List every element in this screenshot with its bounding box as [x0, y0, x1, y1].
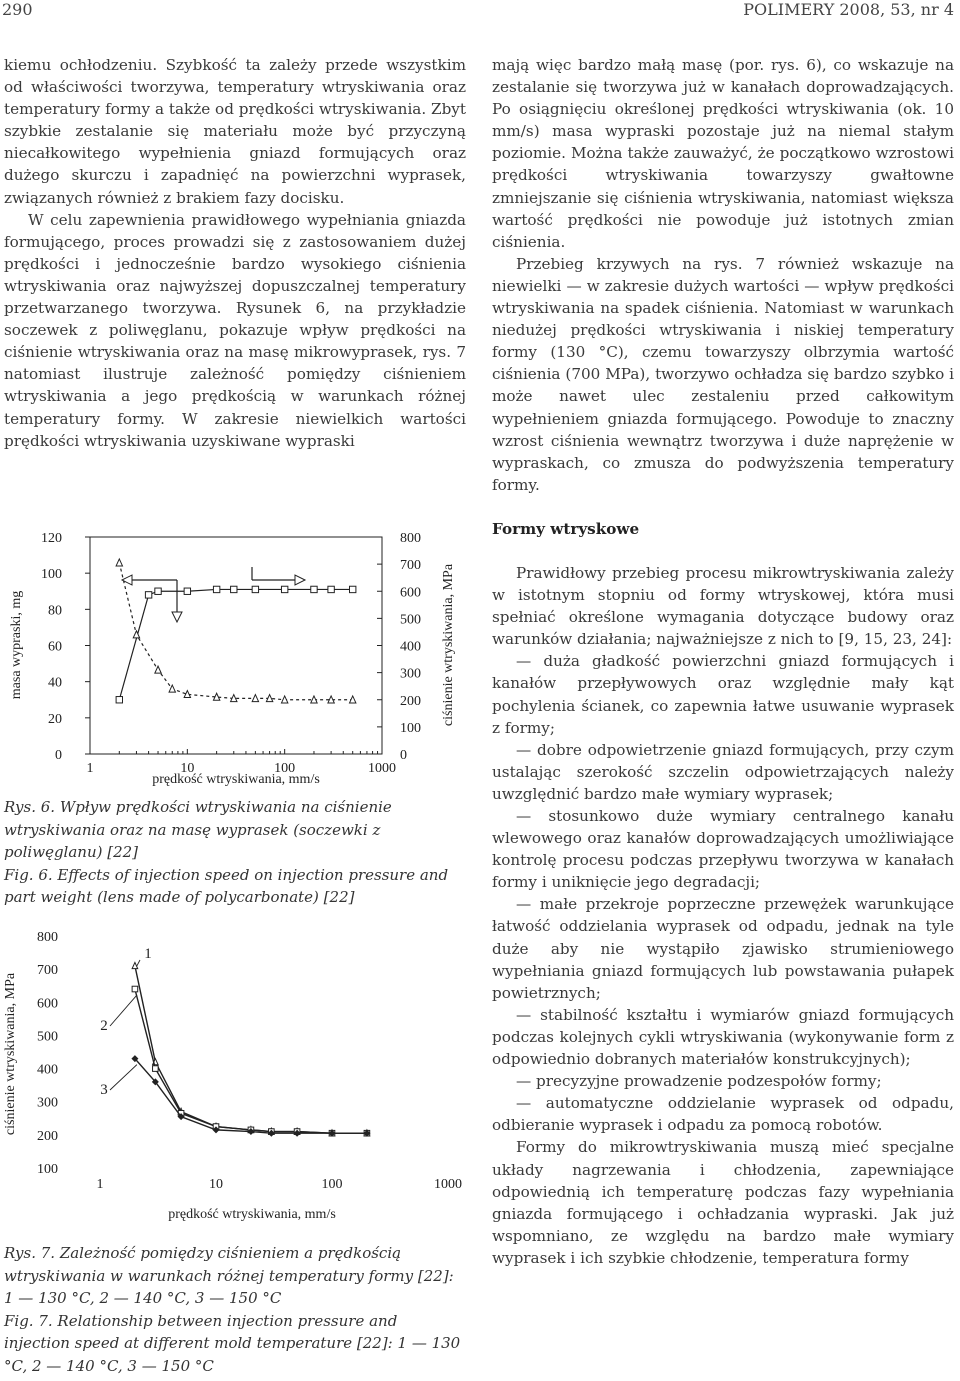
fig6-y-tick-label: 80 [48, 603, 62, 619]
fig6-data-point [328, 586, 334, 592]
fig6-x-tick-label: 10 [180, 761, 195, 776]
page-header [0, 0, 960, 20]
fig7-x-axis-label: prędkość wtryskiwania, mm/s [168, 1207, 336, 1222]
fig6-data-point [184, 588, 190, 594]
fig6-y-tick-label: 60 [48, 639, 62, 655]
fig7-x-tick-label: 10 [209, 1177, 223, 1192]
fig6-y-right-tick-label: 600 [400, 585, 421, 601]
figure-6-chart [0, 525, 466, 793]
fig7-y-tick-label: 500 [37, 1029, 58, 1045]
fig7-series-line [135, 1059, 367, 1134]
fig7-data-point [153, 1066, 159, 1072]
fig7-series-label: 1 [144, 946, 152, 962]
fig6-y-right-tick-label: 200 [400, 693, 421, 709]
fig6-y-right-tick-label: 800 [400, 531, 421, 546]
page-number: 290 [2, 0, 33, 19]
fig7-y-tick-label: 800 [37, 930, 58, 945]
paragraph: Formy do mikrowtryskiwania muszą mieć specjalne układy nagrzewania i chłodzenia, zapewniające odpowiednią ich temperaturę podczas fazy wypełniania gniazda formującego i ochładzania wypraski. Jak już wspomniano, ze względu na bardzo małe wymiary wyprasek i ich szybkie chłodzenie, temperatura formy [492, 1138, 954, 1267]
fig7-x-tick-label: 1000 [434, 1177, 462, 1192]
fig7-y-tick-label: 400 [37, 1062, 58, 1078]
fig7-series-label: 2 [100, 1018, 108, 1034]
fig6-x-axis-label: prędkość wtryskiwania, mm/s [152, 772, 320, 787]
fig7-data-point [132, 986, 138, 992]
fig6-data-point [311, 586, 317, 592]
fig6-series-line [119, 563, 352, 700]
fig7-series-line [135, 989, 367, 1133]
paragraph: W celu zapewnienia prawidłowego wypełniania gniazda formującego, proces prowadzi się z zastosowaniem dużej prędkości i jednocześnie bardzo wysokiego ciśnienia wtryskiwania oraz najwyższej dopuszczalnej temperatury przetwarzanego tworzywa. Rysunek 6, na przykładzie soczewek z poliwęglanu, pokazuje wpływ prędkości na ciśnienie wtryskiwania oraz na masę mikrowyprasek, rys. 7 natomiast ilustruje zależność pomiędzy ciśnieniem wtryskiwania a jego prędkością w warunkach różnej temperatury formy. W zakresie niewielkich wartości prędkości wtryskiwania uzyskiwane wypraski [4, 210, 466, 450]
fig6-plot-frame [90, 537, 382, 754]
fig6-data-point [116, 559, 122, 566]
fig6-y-axis-right-label: ciśnienie wtryskiwania, MPa [441, 563, 456, 727]
list-item: — stabilność kształtu i wymiarów gniazd formujących podczas kolejnych cykli wtryskiwania (wykonywanie form z odpowiednio dobranych materiałów konstrukcyjnych); [492, 1005, 954, 1069]
figure-7-caption-en: Fig. 7. Relationship between injection pressure and injection speed at different mold temperature [22]: 1 — 130 °C, 2 — 140 °C, 3 — 150 °C [4, 1311, 461, 1375]
fig6-data-point [281, 586, 287, 592]
figure-6-caption-en: Fig. 6. Effects of injection speed on injection pressure and part weight (lens made of polycarbonate) [22] [4, 865, 449, 906]
fig7-y-tick-label: 700 [37, 963, 58, 979]
fig6-data-point [252, 586, 258, 592]
figure-7-caption-pl: Rys. 7. Zależność pomiędzy ciśnieniem a prędkością wtryskiwania w warunkach różnej temperatury formy [22]: 1 — 130 °C, 2 — 140 °C, 3 — 150 °C [4, 1244, 454, 1307]
fig6-y-tick-label: 120 [41, 531, 62, 546]
fig6-y-right-tick-label: 700 [400, 558, 421, 574]
fig7-series-label: 3 [100, 1082, 108, 1098]
fig7-y-tick-label: 100 [37, 1162, 58, 1177]
list-item: — stosunkowo duże wymiary centralnego kanału wlewowego oraz kanałów doprowadzających umożliwiające kontrolę procesu podczas przepływu tworzywa w kanałach formy i uniknięcie jego degradacji; [492, 807, 954, 892]
list-item: — małe przekroje poprzeczne przewężek warunkujące łatwość oddzielania wyprasek od odpadu, jednak na tyle duże aby nie wystąpiło zjawisko strumieniowego wypełniania gniazd formujących lub powstawania pułapek powietrznych; [492, 895, 954, 1002]
fig6-data-point [116, 697, 122, 703]
journal-title: POLIMERY 2008, 53, nr 4 [743, 0, 954, 19]
fig7-label-leader [137, 960, 140, 966]
fig6-y-axis-label: masa wypraski, mg [9, 590, 24, 700]
fig6-y-right-tick-label: 100 [400, 720, 421, 736]
fig7-y-axis-label: ciśnienie wtryskiwania, MPa [3, 972, 18, 1136]
list-item: — automatyczne oddzielanie wyprasek od odpadu, odbieranie wyprasek i odpadu za pomocą robotów. [492, 1094, 954, 1135]
fig6-data-point [155, 666, 161, 673]
figure-7-chart [0, 922, 470, 1224]
fig7-y-tick-label: 600 [37, 996, 58, 1012]
fig6-data-point [231, 586, 237, 592]
paragraph: kiemu ochłodzeniu. Szybkość ta zależy przede wszystkim od właściwości tworzywa, temperatury wtryskiwania oraz temperatury formy a także od prędkości wtryskiwania. Zbyt szybkie zestalanie się materiału może być przyczyną niecałkowitego wypełnienia gniazd formujących oraz dużego skurczu i zapadnięć na powierzchni wyprasek, związanych również z brakiem fazy docisku. [4, 56, 466, 207]
fig6-y-tick-label: 20 [48, 711, 62, 727]
fig7-label-leader [110, 1065, 137, 1090]
fig6-y-tick-label: 40 [48, 675, 62, 691]
paragraph: Prawidłowy przebieg procesu mikrowtryskiwania zależy w istotnym stopniu od formy wtryskowej, która musi spełniać określone wymagania dotyczące budowy oraz warunków działania; najważniejsze z nich to [9, 15, 23, 24]: [492, 563, 954, 649]
fig6-x-tick-label: 1000 [368, 761, 396, 776]
fig7-series-line [135, 966, 367, 1133]
fig7-y-tick-label: 300 [37, 1095, 58, 1111]
fig6-y-right-tick-label: 400 [400, 639, 421, 655]
figure-6-caption-pl: Rys. 6. Wpływ prędkości wtryskiwania na ciśnienie wtryskiwania oraz na masę wyprasek (soczewki z poliwęglanu) [22] [4, 798, 392, 861]
fig6-arrow-right [252, 567, 305, 585]
paragraph: mają więc bardzo małą masę (por. rys. 6), co wskazuje na zestalanie się tworzywa już w kanałach doprowadzających. Po osiągnięciu określonej prędkości wtryskiwania (ok. 10 mm/s) masa wypraski pozostaje już na niemal stałym poziomie. Można także zauważyć, że początkowo wzrostowi prędkości wtryskiwania towarzyszy gwałtowne zmniejszanie się ciśnienia wtryskiwania, natomiast większa wartość prędkości nie powoduje już istotnych zmian ciśnienia. [492, 56, 954, 251]
fig6-data-point [349, 586, 355, 592]
fig6-data-point [145, 592, 151, 598]
left-column-text [4, 54, 466, 452]
fig6-x-tick-label: 1 [86, 761, 94, 776]
fig6-data-point [169, 685, 175, 692]
fig6-y-right-tick-label: 300 [400, 666, 421, 682]
fig6-y-tick-label: 100 [41, 567, 62, 583]
fig6-data-point [155, 588, 161, 594]
section-heading: Formy wtryskowe [492, 519, 640, 538]
paragraph: Przebieg krzywych na rys. 7 również wskazuje na niewielki — w zakresie dużych wartości — wpływ prędkości wtryskiwania na spadek ciśnienia. Natomiast w warunkach niedużej prędkości wtryskiwania i niskiej temperatury formy (130 °C), czemu towarzyszy olbrzymia wartość ciśnienia (700 MPa), tworzywo ochładza się bardzo szybko i może nawet ulec zestaleniu przed całkowitym wypełnieniem gniazda formującego. Powoduje to znaczny wzrost ciśnienia wewnątrz tworzywa i duże naprężenie w wypraskach, co zmusza do podwyższenia temperatury formy. [492, 254, 954, 494]
fig6-y-right-tick-label: 500 [400, 612, 421, 628]
fig6-series-line [119, 589, 352, 699]
fig6-y-right-tick-label: 0 [400, 748, 407, 763]
fig7-x-tick-label: 1 [96, 1177, 104, 1192]
fig6-x-tick-label: 100 [274, 761, 296, 776]
list-item: — duża gładkość powierzchni gniazd formujących i kanałów przepływowych oraz względnie mały kąt pochylenia ścianek, co zapewnia łatwe usuwanie wyprasek z formy; [492, 652, 954, 737]
fig7-y-tick-label: 200 [37, 1128, 58, 1144]
fig7-label-leader [110, 995, 137, 1026]
list-item: — precyzyjne prowadzenie podzespołów formy; [516, 1072, 882, 1091]
figure-7-caption [4, 1242, 466, 1377]
fig6-axes [90, 537, 382, 754]
fig6-data-point [213, 586, 219, 592]
fig6-y-tick-label: 0 [55, 748, 62, 763]
fig7-x-tick-label: 100 [321, 1177, 343, 1192]
list-item: — dobre odpowietrzenie gniazd formujących, przy czym ustalając szerokość szczelin odpowietrzających należy uwzględnić bardzo małe wymiary wyprasek; [492, 740, 954, 803]
right-column-text [492, 54, 954, 1269]
fig6-data-point [252, 695, 258, 702]
figure-6-caption [4, 796, 466, 909]
